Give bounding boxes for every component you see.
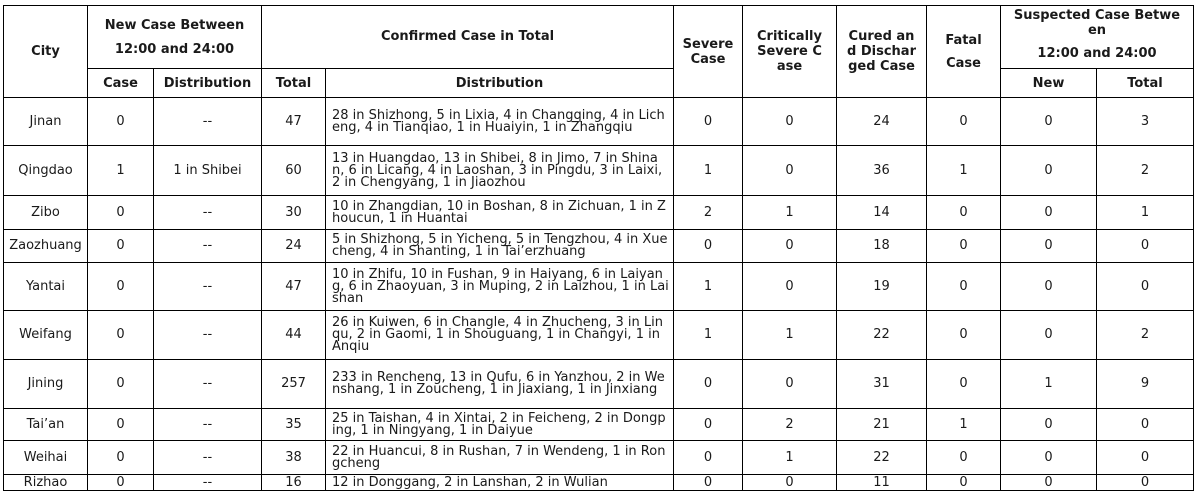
cell-distribution: 13 in Huangdao, 13 in Shibei, 8 in Jimo, 7 in Shinan, 6 in Licang, 4 in Laoshan, 3 in Pingdu, 3 in Laixi, 2 in Chengyang, 1 in Jiaozhou — [326, 146, 674, 196]
header-suspected-group — [1001, 6, 1194, 69]
cell-new-distribution: -- — [154, 98, 262, 146]
cell-city: Weifang — [4, 311, 88, 360]
cell-distribution: 10 in Zhifu, 10 in Fushan, 9 in Haiyang, 6 in Laiyang, 6 in Zhaoyuan, 3 in Muping, 2 in Laizhou, 1 in Laishan — [326, 263, 674, 311]
cell-severe: 0 — [674, 441, 743, 475]
table-row — [4, 441, 1194, 475]
cell-fatal: 1 — [927, 409, 1001, 441]
cell-total: 44 — [262, 311, 326, 360]
cell-fatal: 0 — [927, 475, 1001, 491]
cell-city: Qingdao — [4, 146, 88, 196]
header-new-case-group — [88, 6, 262, 69]
header-critical-line2: Severe C — [757, 44, 822, 59]
header-new-case-line2: 12:00 and 24:00 — [114, 41, 235, 57]
header-confirmed-group: Confirmed Case in Total — [262, 6, 674, 69]
header-new-distribution: Distribution — [154, 69, 262, 98]
cell-city: Jinan — [4, 98, 88, 146]
header-suspected-line2: en — [1087, 23, 1107, 38]
cell-city: Jining — [4, 360, 88, 409]
cell-fatal: 0 — [927, 311, 1001, 360]
cell-suspected-total: 9 — [1097, 360, 1194, 409]
table-row — [4, 475, 1194, 491]
cell-new-distribution: -- — [154, 409, 262, 441]
header-severe — [674, 6, 743, 98]
cell-suspected-new: 0 — [1001, 441, 1097, 475]
cell-fatal: 0 — [927, 360, 1001, 409]
header-confirmed-distribution: Distribution — [326, 69, 674, 98]
cell-new-distribution: -- — [154, 311, 262, 360]
cell-critical: 1 — [743, 311, 837, 360]
case-table — [3, 5, 1194, 491]
cell-severe: 0 — [674, 98, 743, 146]
cell-new-case: 0 — [88, 311, 154, 360]
cell-suspected-new: 0 — [1001, 263, 1097, 311]
cell-fatal: 1 — [927, 146, 1001, 196]
cell-cured: 19 — [837, 263, 927, 311]
cell-suspected-total: 0 — [1097, 475, 1194, 491]
header-critical-line3: ase — [776, 59, 803, 74]
table-row — [4, 263, 1194, 311]
cell-suspected-new: 0 — [1001, 196, 1097, 230]
cell-new-case: 0 — [88, 230, 154, 263]
header-suspected-line3: 12:00 and 24:00 — [1037, 46, 1157, 61]
cell-distribution: 12 in Donggang, 2 in Lanshan, 2 in Wulian — [326, 475, 674, 491]
header-critical-line1: Critically — [757, 29, 822, 44]
case-table-container — [3, 5, 1194, 491]
cell-total: 35 — [262, 409, 326, 441]
cell-critical: 0 — [743, 475, 837, 491]
cell-critical: 0 — [743, 98, 837, 146]
cell-new-distribution: -- — [154, 230, 262, 263]
cell-new-distribution: 1 in Shibei — [154, 146, 262, 196]
cell-severe: 1 — [674, 146, 743, 196]
header-critical — [743, 6, 837, 98]
table-row — [4, 98, 1194, 146]
header-new-case-line1: New Case Between — [104, 17, 245, 33]
cell-city: Weihai — [4, 441, 88, 475]
header-suspected-line1: Suspected Case Betwe — [1013, 8, 1181, 23]
cell-total: 38 — [262, 441, 326, 475]
header-cured-line3: ged Case — [848, 59, 915, 74]
cell-suspected-total: 0 — [1097, 230, 1194, 263]
cell-total: 47 — [262, 263, 326, 311]
cell-critical: 0 — [743, 263, 837, 311]
cell-suspected-new: 0 — [1001, 98, 1097, 146]
cell-severe: 2 — [674, 196, 743, 230]
table-row — [4, 409, 1194, 441]
cell-suspected-new: 0 — [1001, 409, 1097, 441]
cell-new-case: 1 — [88, 146, 154, 196]
cell-new-distribution: -- — [154, 475, 262, 491]
cell-distribution: 233 in Rencheng, 13 in Qufu, 6 in Yanzhou, 2 in Wenshang, 1 in Zoucheng, 1 in Jiaxiang, 1 in Jinxiang — [326, 360, 674, 409]
header-severe-line1: Severe — [682, 36, 734, 52]
cell-critical: 2 — [743, 409, 837, 441]
cell-critical: 1 — [743, 441, 837, 475]
cell-fatal: 0 — [927, 230, 1001, 263]
cell-distribution: 25 in Taishan, 4 in Xintai, 2 in Feicheng, 2 in Dongping, 1 in Ningyang, 1 in Daiyue — [326, 409, 674, 441]
cell-distribution: 10 in Zhangdian, 10 in Boshan, 8 in Zichuan, 1 in Zhoucun, 1 in Huantai — [326, 196, 674, 230]
cell-city: Rizhao — [4, 475, 88, 491]
cell-severe: 0 — [674, 409, 743, 441]
cell-suspected-total: 0 — [1097, 409, 1194, 441]
cell-suspected-total: 2 — [1097, 146, 1194, 196]
cell-cured: 36 — [837, 146, 927, 196]
header-fatal — [927, 6, 1001, 98]
cell-severe: 1 — [674, 263, 743, 311]
cell-new-case: 0 — [88, 360, 154, 409]
cell-city: Zaozhuang — [4, 230, 88, 263]
cell-new-distribution: -- — [154, 196, 262, 230]
cell-suspected-new: 0 — [1001, 146, 1097, 196]
cell-severe: 1 — [674, 311, 743, 360]
cell-new-case: 0 — [88, 441, 154, 475]
cell-suspected-total: 2 — [1097, 311, 1194, 360]
cell-total: 16 — [262, 475, 326, 491]
header-cured-line2: d Dischar — [847, 44, 916, 59]
cell-severe: 0 — [674, 475, 743, 491]
cell-severe: 0 — [674, 360, 743, 409]
header-fatal-line1: Fatal — [945, 32, 982, 48]
cell-cured: 18 — [837, 230, 927, 263]
cell-cured: 21 — [837, 409, 927, 441]
header-confirmed-total: Total — [262, 69, 326, 98]
cell-new-case: 0 — [88, 98, 154, 146]
cell-distribution: 5 in Shizhong, 5 in Yicheng, 5 in Tengzhou, 4 in Xuecheng, 4 in Shanting, 1 in Tai’erzhuang — [326, 230, 674, 263]
cell-new-case: 0 — [88, 475, 154, 491]
cell-fatal: 0 — [927, 98, 1001, 146]
cell-suspected-new: 0 — [1001, 311, 1097, 360]
cell-cured: 11 — [837, 475, 927, 491]
cell-total: 30 — [262, 196, 326, 230]
header-fatal-line2: Case — [946, 55, 981, 71]
table-row — [4, 230, 1194, 263]
cell-new-distribution: -- — [154, 263, 262, 311]
header-suspected-new: New — [1001, 69, 1097, 98]
cell-critical: 1 — [743, 196, 837, 230]
header-cured — [837, 6, 927, 98]
cell-distribution: 26 in Kuiwen, 6 in Changle, 4 in Zhucheng, 3 in Linqu, 2 in Gaomi, 1 in Shouguang, 1 in Changyi, 1 in Anqiu — [326, 311, 674, 360]
cell-fatal: 0 — [927, 196, 1001, 230]
cell-new-case: 0 — [88, 409, 154, 441]
table-row — [4, 196, 1194, 230]
header-suspected-total: Total — [1097, 69, 1194, 98]
cell-total: 257 — [262, 360, 326, 409]
cell-suspected-new: 0 — [1001, 475, 1097, 491]
header-severe-line2: Case — [690, 51, 726, 67]
cell-cured: 31 — [837, 360, 927, 409]
cell-city: Yantai — [4, 263, 88, 311]
cell-total: 24 — [262, 230, 326, 263]
cell-fatal: 0 — [927, 263, 1001, 311]
table-row — [4, 146, 1194, 196]
cell-new-case: 0 — [88, 196, 154, 230]
table-row — [4, 360, 1194, 409]
cell-suspected-total: 3 — [1097, 98, 1194, 146]
cell-critical: 0 — [743, 360, 837, 409]
cell-cured: 22 — [837, 441, 927, 475]
cell-critical: 0 — [743, 230, 837, 263]
cell-distribution: 22 in Huancui, 8 in Rushan, 7 in Wendeng, 1 in Rongcheng — [326, 441, 674, 475]
cell-total: 60 — [262, 146, 326, 196]
cell-suspected-total: 0 — [1097, 441, 1194, 475]
cell-city: Tai’an — [4, 409, 88, 441]
cell-suspected-new: 0 — [1001, 230, 1097, 263]
cell-cured: 24 — [837, 98, 927, 146]
header-city: City — [4, 6, 88, 98]
cell-total: 47 — [262, 98, 326, 146]
cell-cured: 22 — [837, 311, 927, 360]
cell-distribution: 28 in Shizhong, 5 in Lixia, 4 in Changqing, 4 in Licheng, 4 in Tianqiao, 1 in Huaiyin, 1 in Zhangqiu — [326, 98, 674, 146]
table-row — [4, 311, 1194, 360]
header-new-case: Case — [88, 69, 154, 98]
cell-new-case: 0 — [88, 263, 154, 311]
cell-new-distribution: -- — [154, 441, 262, 475]
cell-new-distribution: -- — [154, 360, 262, 409]
cell-suspected-total: 0 — [1097, 263, 1194, 311]
cell-critical: 0 — [743, 146, 837, 196]
cell-severe: 0 — [674, 230, 743, 263]
cell-suspected-total: 1 — [1097, 196, 1194, 230]
cell-suspected-new: 1 — [1001, 360, 1097, 409]
header-cured-line1: Cured an — [848, 29, 915, 44]
cell-cured: 14 — [837, 196, 927, 230]
cell-city: Zibo — [4, 196, 88, 230]
cell-fatal: 0 — [927, 441, 1001, 475]
